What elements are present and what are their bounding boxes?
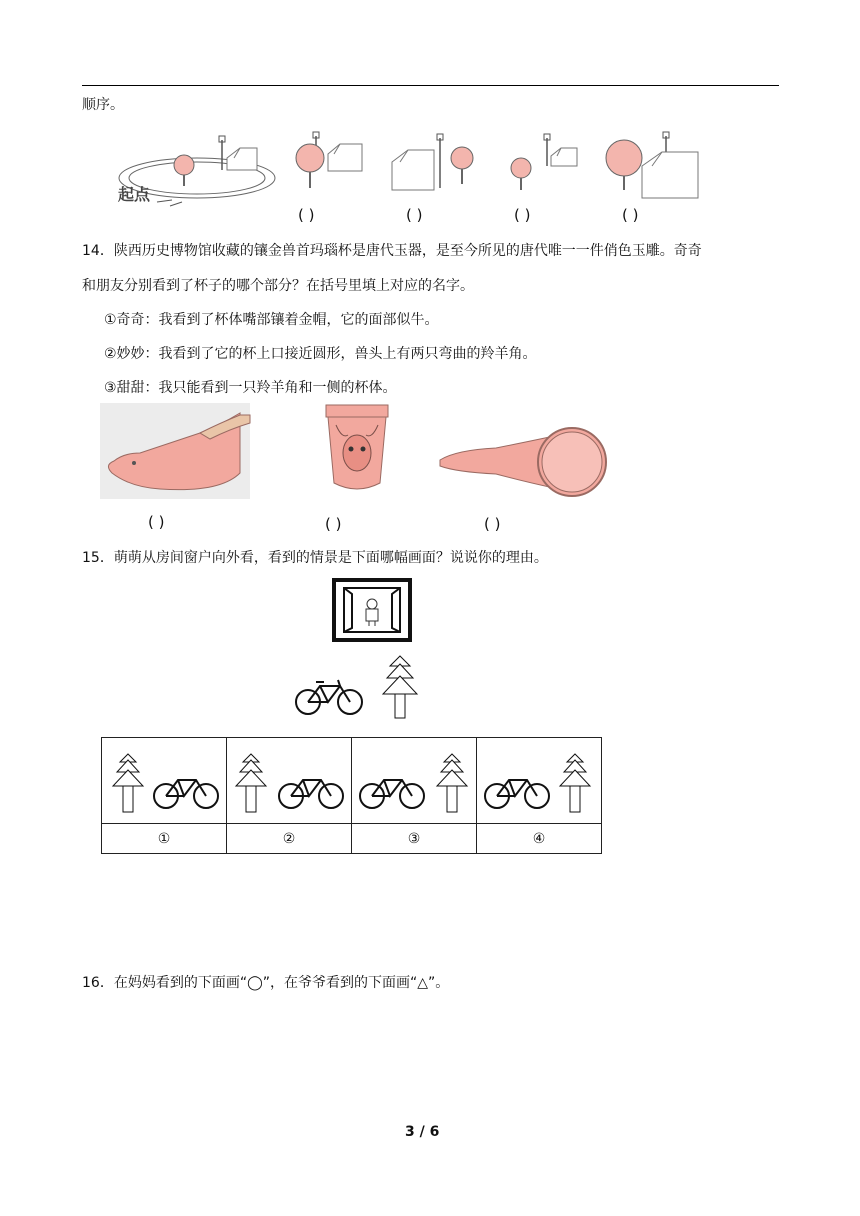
option-1-label: ① [102, 824, 227, 854]
q13-blank-4[interactable]: ( ) [622, 206, 639, 224]
option-2-label: ② [227, 824, 352, 854]
q14-item-3: ③甜甜：我只能看到一只羚羊角和一侧的杯体。 [104, 380, 397, 396]
q14-title: 14．陕西历史博物馆收藏的镶金兽首玛瑙杯是唐代玉器，是至今所见的唐代唯一一件俏色玉雕。奇奇 [82, 243, 702, 259]
window-figure [332, 578, 412, 642]
tree-reference [380, 654, 420, 720]
q14-blank-2[interactable]: ( ) [325, 515, 342, 533]
q13-blank-2[interactable]: ( ) [406, 206, 423, 224]
q14-item-2: ②妙妙：我看到了它的杯上口接近圆形，兽头上有两只弯曲的羚羊角。 [104, 346, 537, 362]
q13-view-4 [600, 128, 700, 200]
cup-top-view [436, 422, 616, 502]
option-3-label: ③ [352, 824, 477, 854]
q13-view-3 [505, 130, 585, 196]
q14-title-cont: 和朋友分别看到了杯子的哪个部分？在括号里填上对应的名字。 [82, 278, 474, 294]
q16-title: 16．在妈妈看到的下面画“◯”，在爷爷看到的下面画“△”。 [82, 975, 450, 991]
q15-options-table [101, 737, 602, 854]
option-1-picture[interactable] [102, 738, 227, 824]
q13-blank-1[interactable]: ( ) [298, 206, 315, 224]
q14-blank-1[interactable]: ( ) [148, 513, 165, 531]
bicycle-reference [294, 676, 364, 718]
option-4-picture[interactable] [477, 738, 602, 824]
q15-title: 15．萌萌从房间窗户向外看，看到的情景是下面哪幅画面？说说你的理由。 [82, 550, 548, 566]
q13-blank-3[interactable]: ( ) [514, 206, 531, 224]
q13-view-2 [390, 130, 480, 196]
cup-side-view [100, 403, 260, 503]
option-3-picture[interactable] [352, 738, 477, 824]
q13-tail-text: 顺序。 [82, 97, 124, 113]
q14-item-1: ①奇奇：我看到了杯体嘴部镶着金帽，它的面部似牛。 [104, 312, 439, 328]
q13-view-1 [290, 126, 370, 196]
start-label: 起点 [118, 185, 151, 204]
page-number: 3 / 6 [405, 1124, 440, 1140]
q14-blank-3[interactable]: ( ) [484, 515, 501, 533]
header-rule [82, 85, 779, 86]
cup-front-view [322, 403, 392, 495]
option-4-label: ④ [477, 824, 602, 854]
option-2-picture[interactable] [227, 738, 352, 824]
